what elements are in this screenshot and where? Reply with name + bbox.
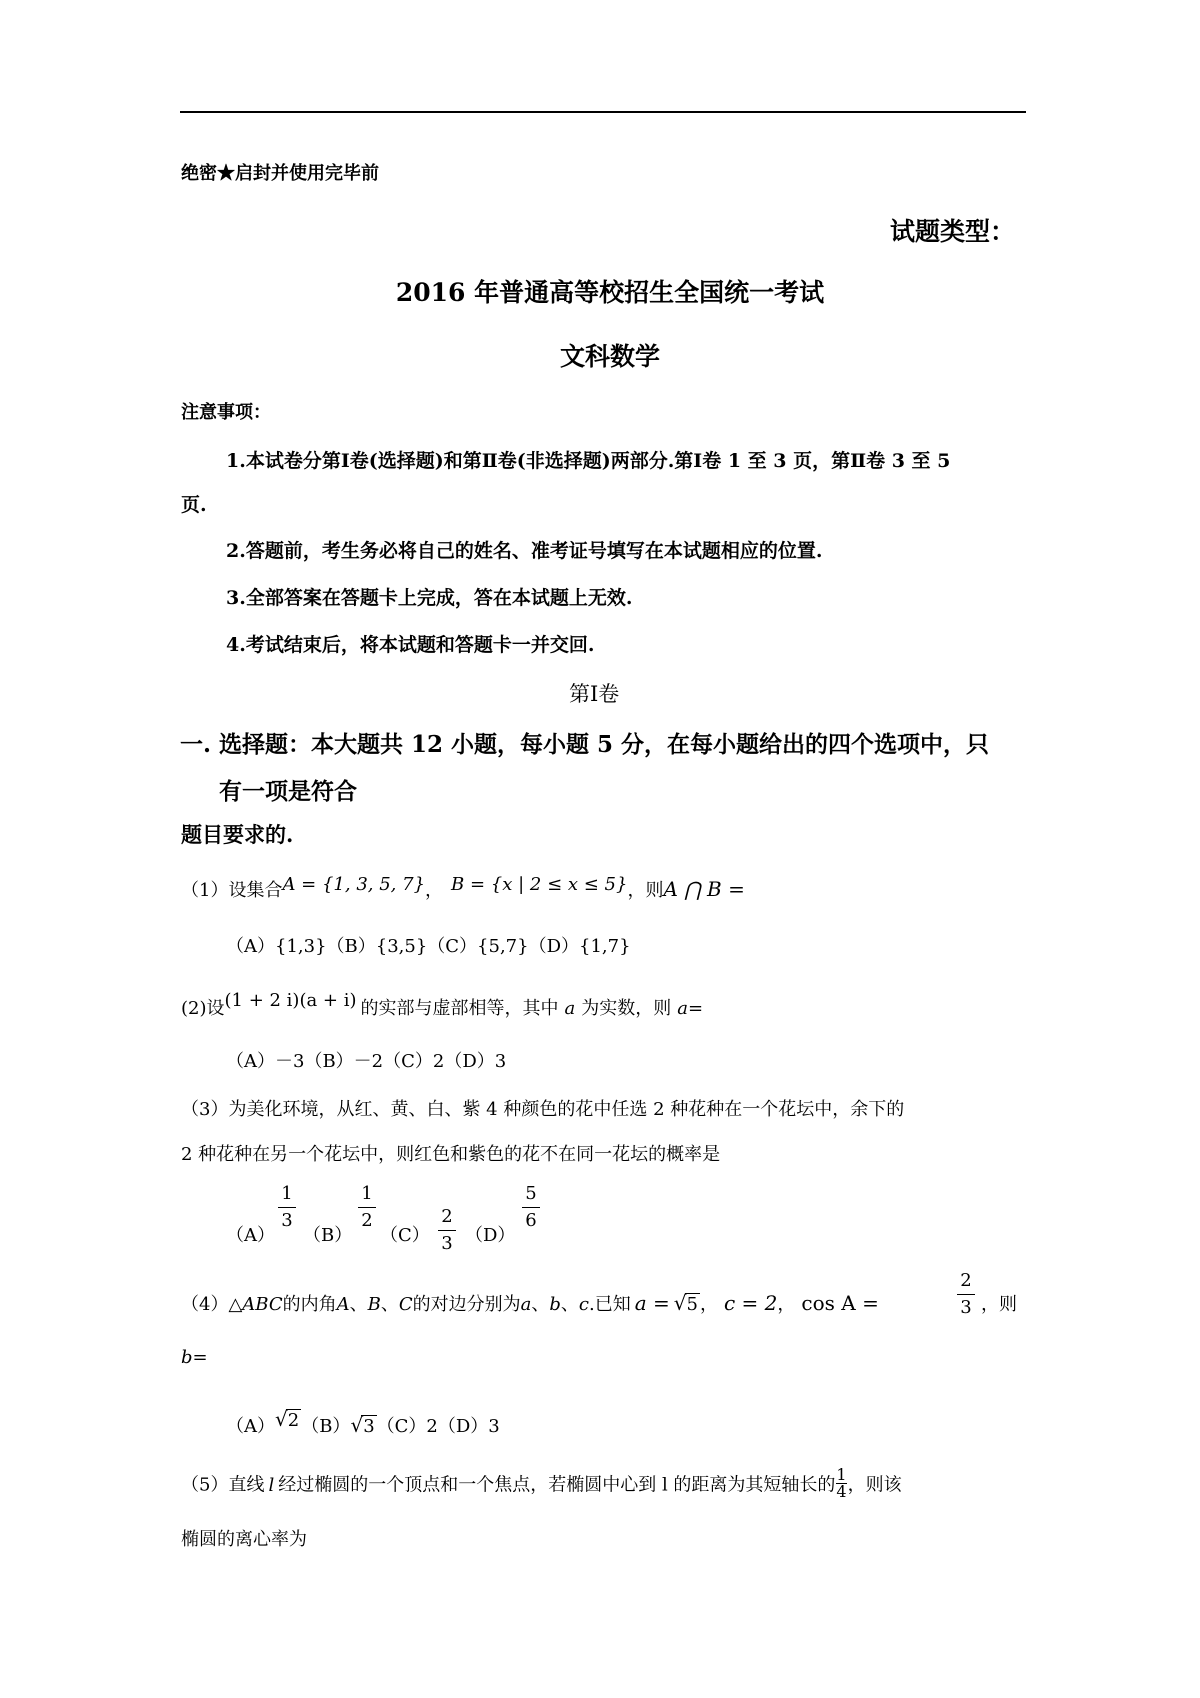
q4-sqrt5: √5 [673, 1291, 698, 1315]
q1-set-b: B = {x | 2 ≤ x ≤ 5} [451, 874, 628, 895]
q2-expression: (1 + 2 i)(a + i) [224, 990, 357, 1011]
q3-option-a-fraction: 1 3 [278, 1184, 296, 1231]
q3-option-d-fraction: 5 6 [522, 1184, 540, 1231]
q4-mid1: 的内角 [282, 1294, 337, 1315]
q3-option-c-label: （C） [380, 1225, 430, 1246]
q4-eq-a: a = [634, 1291, 670, 1315]
q4-options: （A）√2 （B）√3 （C）2（D）3 [226, 1407, 500, 1437]
q3-option-d-label: （D） [465, 1225, 516, 1246]
question-5-line-2: 椭圆的离心率为 [181, 1529, 307, 1550]
q5-fraction: $\frac{1}{4}$ [836, 1465, 847, 1501]
q2-mid2: 为实数，则 [581, 998, 672, 1019]
question-3-line-1: （3）为美化环境，从红、黄、白、紫 4 种颜色的花中任选 2 种花种在一个花坛中，余下的 [181, 1099, 905, 1120]
q1-suffix: ，则 [627, 880, 664, 901]
q1-set-a: A = {1, 3, 5, 7} [282, 874, 426, 895]
notice-item-4: 4.考试结束后，将本试题和答题卡一并交回. [226, 634, 595, 656]
section-heading-cont-2: 题目要求的. [181, 822, 294, 847]
q4-triangle: ABC [242, 1294, 283, 1315]
q1-comma: ， [425, 880, 444, 901]
exam-subtitle: 文科数学 [559, 342, 660, 371]
q4-b-equals: b= [181, 1347, 208, 1368]
question-3-line-2: 2 种花种在另一个花坛中，则红色和紫色的花不在同一花坛的概率是 [181, 1144, 721, 1165]
section-heading-cont: 有一项是符合 [219, 778, 357, 805]
question-2 [181, 990, 704, 1020]
q4-option-b-sqrt3: √3 [350, 1413, 375, 1437]
q2-prefix: (2)设 [181, 998, 225, 1019]
q4-angle-b: B [367, 1294, 381, 1315]
q4-prefix: （4）△ [181, 1294, 243, 1315]
q3-option-c-fraction: 2 3 [438, 1207, 456, 1254]
question-4: （4）△ABC的内角A、B、C的对边分别为a、b、c.已知 a = √5 ， c = 2， cos A = [181, 1291, 879, 1315]
question-1 [181, 876, 745, 902]
q2-mid: 的实部与虚部相等，其中 [360, 998, 559, 1019]
notice-heading: 注意事项： [181, 402, 271, 423]
exam-title: 2016 年普通高等校招生全国统一考试 [395, 278, 825, 307]
q4-then: ，则 [981, 1294, 1017, 1315]
confidential-note: 绝密★启封并使用完毕前 [181, 163, 379, 184]
q4-cos-fraction: 2 3 [957, 1271, 975, 1318]
q4-eq-c: c = 2 [724, 1291, 778, 1315]
q2-options: （A）－3（B）－2（C）2（D）3 [226, 1051, 507, 1072]
q2-tail: a= [677, 998, 704, 1019]
q4-angle-a: A [336, 1294, 350, 1315]
q4-mid3: .已知 [589, 1294, 631, 1315]
notice-item-1: 1.本试卷分第Ⅰ卷(选择题)和第Ⅱ卷(非选择题)两部分.第Ⅰ卷 1 至 3 页，第Ⅱ卷 3 至 5 [226, 450, 951, 472]
notice-item-3: 3.全部答案在答题卡上完成，答在本试题上无效. [226, 587, 633, 609]
q3-option-b-label: （B） [303, 1225, 353, 1246]
q1-expression: A ⋂ B = [663, 877, 745, 901]
top-rule [180, 111, 1026, 113]
section-heading: 一. 选择题：本大题共 12 小题，每小题 5 分，在每小题给出的四个选项中，只 [180, 731, 990, 758]
q3-option-a-label: （A） [226, 1225, 275, 1246]
q1-prefix: （1）设集合 [181, 880, 283, 901]
q2-var: a [564, 998, 576, 1019]
q3-option-b-fraction: 1 2 [358, 1184, 376, 1231]
q1-options: （A）{1,3}（B）{3,5}（C）{5,7}（D）{1,7} [226, 936, 631, 957]
question-5: （5）直线 l 经过椭圆的一个顶点和一个焦点，若椭圆中心到 l 的距离为其短轴长的 $\frac{1}{4}$ ，则该 [181, 1465, 902, 1501]
q4-cos: cos A = [801, 1291, 879, 1315]
notice-item-1-cont: 页. [181, 494, 207, 516]
paper-type-label: 试题类型： [890, 217, 1016, 246]
part-heading: 第Ⅰ卷 [569, 682, 620, 706]
q4-angle-c: C [398, 1294, 413, 1315]
q4-mid2: 的对边分别为 [412, 1294, 521, 1315]
notice-item-2: 2.答题前，考生务必将自己的姓名、准考证号填写在本试题相应的位置. [226, 540, 823, 562]
q4-option-a-sqrt2: √2 [275, 1407, 300, 1431]
